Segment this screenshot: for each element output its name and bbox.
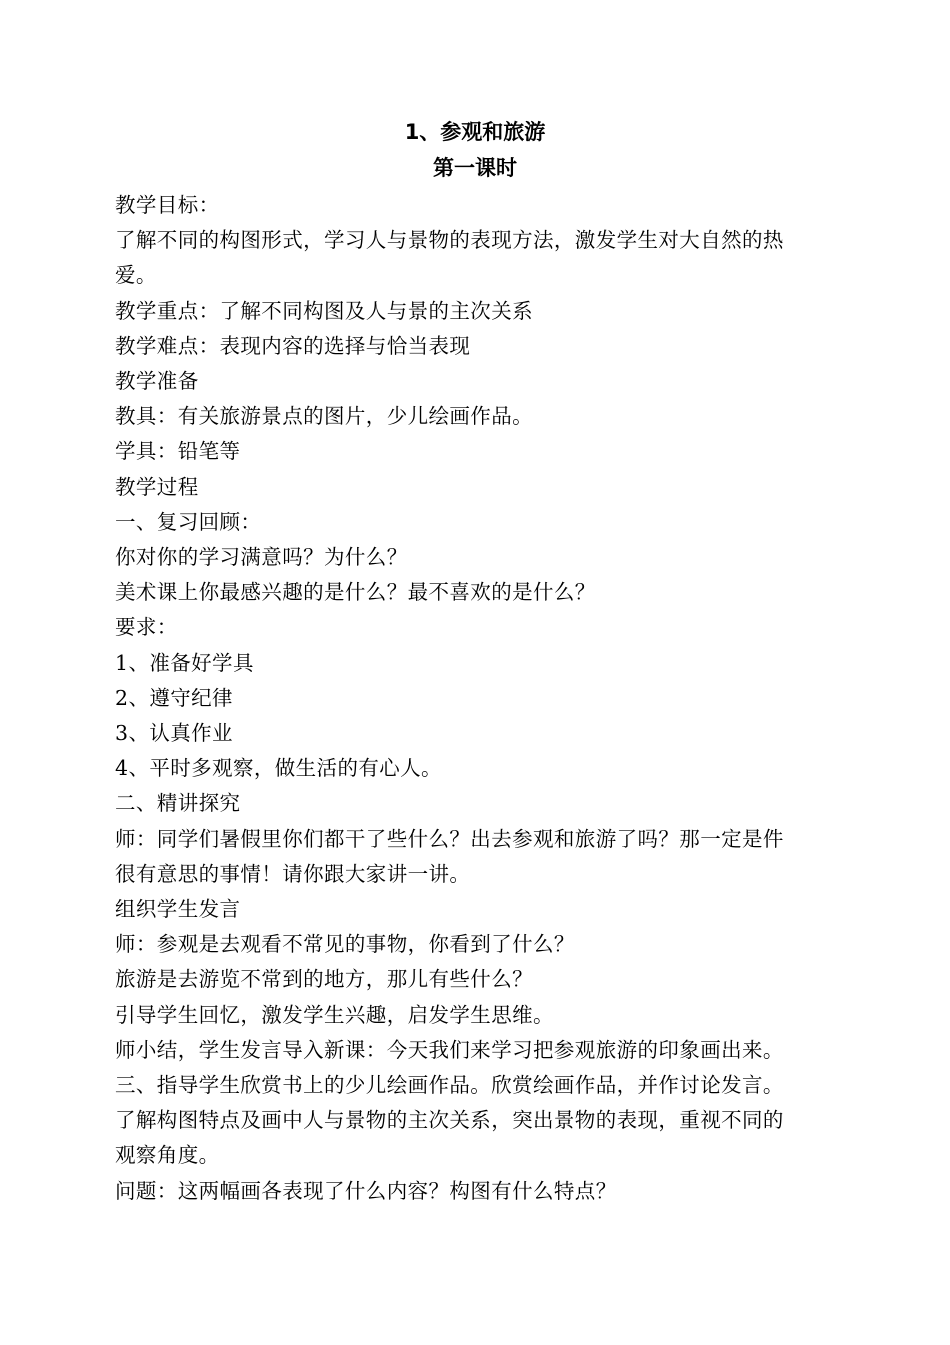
body-line: 美术课上你最感兴趣的是什么？最不喜欢的是什么？	[115, 580, 596, 605]
body-line: 二、精讲探究	[115, 791, 241, 816]
body-line: 了解构图特点及画中人与景物的主次关系，突出景物的表现，重视不同的	[115, 1108, 784, 1133]
body-line: 教学目标：	[115, 193, 220, 217]
body-line: 观察角度。	[115, 1143, 220, 1168]
body-line: 3、认真作业	[115, 721, 233, 746]
body-line: 教学重点：了解不同构图及人与景的主次关系	[115, 298, 533, 323]
body-line: 了解不同的构图形式，学习人与景物的表现方法，激发学生对大自然的热	[115, 228, 784, 253]
body-line: 4、平时多观察，做生活的有心人。	[115, 756, 442, 781]
body-line: 教具：有关旅游景点的图片，少儿绘画作品。	[115, 404, 533, 429]
body-line: 引导学生回忆，激发学生兴趣，启发学生思维。	[115, 1002, 554, 1027]
body-line: 一、复习回顾：	[115, 509, 262, 534]
body-line: 2、遵守纪律	[115, 685, 233, 710]
body-line: 三、指导学生欣赏书上的少儿绘画作品。欣赏绘画作品，并作讨论发言。	[115, 1073, 784, 1098]
body-line: 教学难点：表现内容的选择与恰当表现	[115, 333, 471, 358]
body-line: 教学过程	[115, 474, 199, 499]
body-line: 师：同学们暑假里你们都干了些什么？出去参观和旅游了吗？那一定是件	[115, 826, 784, 851]
body-line: 1、准备好学具	[115, 650, 254, 675]
body-line: 问题：这两幅画各表现了什么内容？构图有什么特点？	[115, 1178, 617, 1203]
body-line: 你对你的学习满意吗？为什么？	[115, 545, 408, 570]
lesson-title: 1、参观和旅游	[404, 120, 546, 144]
body-line: 教学准备	[115, 369, 199, 394]
lesson-body	[115, 188, 845, 1209]
body-line: 师：参观是去观看不常见的事物，你看到了什么？	[115, 932, 575, 957]
body-line: 旅游是去游览不常到的地方，那儿有些什么？	[115, 967, 533, 992]
body-line: 师小结，学生发言导入新课：今天我们来学习把参观旅游的印象画出来。	[115, 1037, 784, 1062]
body-line: 要求：	[115, 615, 178, 640]
body-line: 组织学生发言	[115, 897, 241, 922]
lesson-subtitle: 第一课时	[433, 156, 517, 180]
body-line: 很有意思的事情！请你跟大家讲一讲。	[115, 861, 471, 886]
body-line: 爱。	[115, 263, 157, 288]
body-line: 学具：铅笔等	[115, 439, 241, 464]
